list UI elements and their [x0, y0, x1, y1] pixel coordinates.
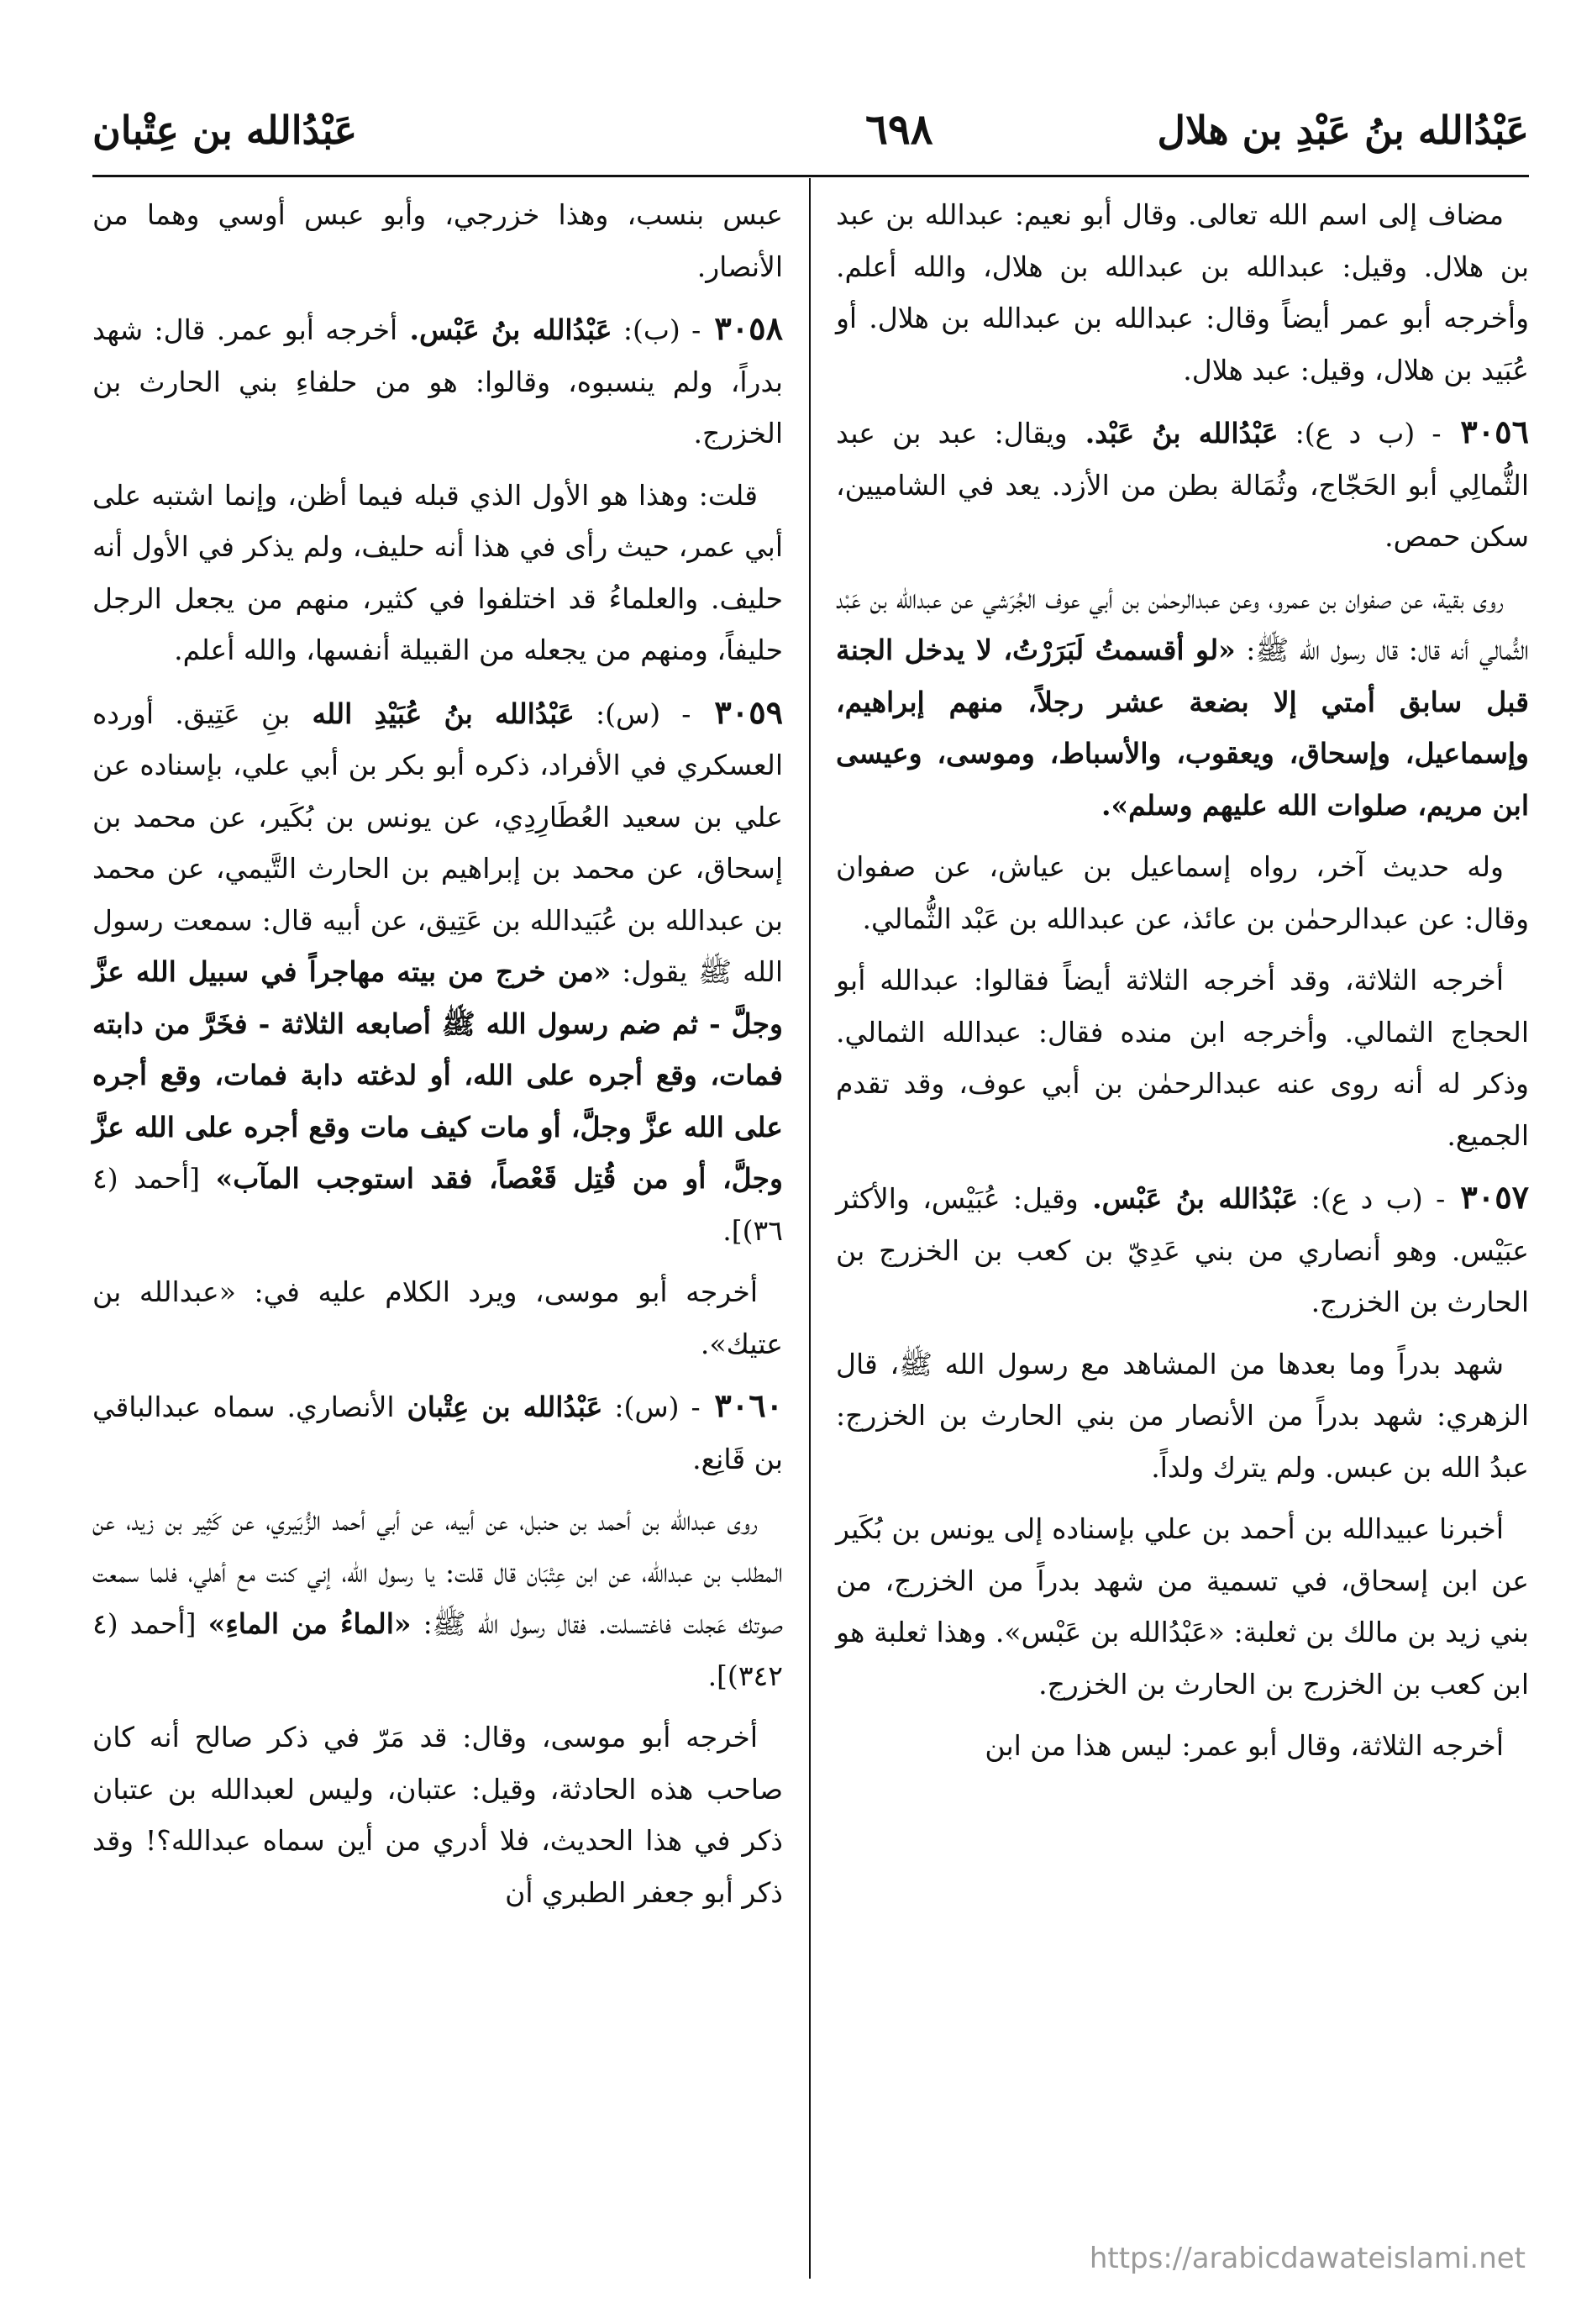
biography-entry	[92, 302, 783, 460]
entry-number: ٣٠٥٨	[701, 309, 783, 347]
header-right-title: عَبْدُالله بنُ عَبْدِ بن هلال	[1157, 108, 1529, 153]
paragraph: عبس بنسب، وهذا خزرجي، وأبو عبس أوسي وهما من الأنصار.	[92, 198, 783, 283]
biography-entry	[836, 406, 1529, 563]
paragraph: شهد بدراً وما بعدها من المشاهد مع رسول الله ﷺ، قال الزهري: شهد بدراً من الأنصار من بني الحارث بن الخزرج: عبدُ الله بن عبس. ولم يترك ولداً.	[836, 1347, 1529, 1484]
paragraph: أخرجه الثلاثة، وقد أخرجه الثلاثة أيضاً فقالوا: عبدالله أبو الحجاج الثمالي. وأخرجه ابن منده فقال: عبدالله الثمالي. وذكر له أنه روى عنه عبدالرحمٰن بن أبي عوف، وقد تقدم الجميع.	[836, 964, 1529, 1152]
biography-entry	[92, 686, 783, 1257]
entry-name: عَبْدُالله بنُ عَبْس.	[1078, 1182, 1299, 1215]
header-rule	[92, 175, 1529, 177]
column-divider	[809, 178, 811, 2279]
watermark-url: https://arabicdawateislami.net	[1089, 2242, 1526, 2275]
entry-text: أخرجه أبو عمر. قال: شهد بدراً، ولم ينسبوه، وقالوا: هو من حلفاءِ بني الحارث بن الخزرج.	[92, 313, 783, 450]
header-left-title: عَبْدُالله بن عِتْبان	[92, 108, 358, 153]
paragraph: أخرجه أبو موسى، وقال: قد مَرّ في ذكر صالح أنه كان صاحب هذه الحادثة، وقيل: عتبان، وليس لعبدالله بن عتبان ذكر في هذا الحديث، فلا أدري من أين سماه عبدالله؟! وقد ذكر أبو جعفر الطبري أن	[92, 1721, 783, 1909]
entry-name: عَبْدُالله بنُ عَبْد.	[1067, 417, 1279, 450]
left-column	[92, 189, 783, 1928]
entry-source-code: - (س):	[602, 1391, 701, 1423]
biography-entry	[92, 1380, 783, 1485]
entry-text: وقيل: عُبَيْس، والأكثر عبَيْس. وهو أنصاري من بني عَدِيّ بن كعب بن الخزرج بن الحارث بن الخزرج.	[836, 1182, 1529, 1318]
entry-number: ٣٠٥٩	[691, 692, 784, 731]
entry-text: ويقال: عبد بن عبد الثُّمالِي أبو الحَجّاج، وثُمَالة بطن من الأزد. يعد في الشاميين، سكن حمص.	[836, 417, 1529, 553]
hadith-quote: «لو أقسمتُ لَبَرَرْتُ، لا يدخل الجنة قبل سابق أمتي إلا بضعة عشر رجلاً، منهم إبراهيم، وإسماعيل، وإسحاق، ويعقوب، والأسباط، وموسى، وعيسى ابن مريم، صلوات الله عليهم وسلم».	[836, 634, 1529, 822]
entry-source-code: - (س):	[574, 697, 691, 730]
entry-number: ٣٠٥٦	[1441, 413, 1529, 450]
entry-text: [أحمد (٤ ٣٦)].	[92, 1162, 783, 1247]
page-number: ٦٩٨	[865, 104, 933, 154]
entry-text: بنِ عَتِيق. أورده العسكري في الأفراد، ذكره أبو بكر بن أبي علي، بإسناده عن علي بن سعيد العُطَارِدِي، عن يونس بن بُكَير، عن محمد بن إسحاق، عن محمد بن إبراهيم بن الحارث التَّيمي، عن محمد بن عبدالله بن عُبَيدالله بن عَتِيق، عن أبيه قال: سمعت رسول الله ﷺ يقول:	[92, 697, 783, 988]
biography-entry	[836, 1171, 1529, 1328]
entry-name: عَبْدُالله بنُ عَبْس.	[397, 313, 612, 346]
paragraph: أخرجه أبو موسى، ويرد الكلام عليه في: «عبدالله بن عتيك».	[92, 1275, 783, 1360]
right-column	[836, 189, 1529, 1782]
paragraph: أخبرنا عبيدالله بن أحمد بن علي بإسناده إلى يونس بن بُكَير عن ابن إسحاق، في تسمية من شهد بدراً من الخزرج، من بني زيد بن مالك بن ثعلبة: «عَبْدُالله بن عَبْس». وهذا ثعلبة هو ابن كعب بن الخزرج بن الحارث بن الخزرج.	[836, 1512, 1529, 1701]
paragraph	[836, 573, 1529, 832]
paragraph: قلت: وهذا هو الأول الذي قبله فيما أظن، وإنما اشتبه على أبي عمر، حيث رأى في هذا أنه حليف، ولم يذكر في الأول أنه حليف. والعلماءُ قد اختلفوا في كثير، منهم من يجعل الرجل حليفاً، ومنهم من يجعله من القبيلة أنفسها، والله أعلم.	[92, 478, 783, 666]
entry-name: عَبْدُالله بن عِتْبان	[394, 1391, 603, 1423]
paragraph-text: روى عبدالله بن أحمد بن حنبل، عن أبيه، عن أبي أحمد الزُّبَيري، عن كَثِير بن زيد، عن المطلب بن عبدالله، عن ابن عِتْبَان قال قلت: يا رسول الله، إني كنت مع أهلي، فلما سمعت صوتك عَجلت فاغتسلت. فقال رسول الله ﷺ:	[92, 1504, 783, 1640]
paragraph	[92, 1495, 783, 1701]
hadith-quote: «الماءُ من الماءِ»	[208, 1607, 412, 1640]
paragraph: مضاف إلى اسم الله تعالى. وقال أبو نعيم: عبدالله بن عبد بن هلال. وقيل: عبدالله بن عبدالله بن هلال، والله أعلم. وأخرجه أبو عمر أيضاً وقال: عبدالله بن عبدالله بن هلال. أو عُبَيد بن هلال، وقيل: عبد هلال.	[836, 198, 1529, 386]
entry-source-code: - (ب د ع):	[1278, 417, 1442, 450]
entry-text: الأنصاري. سماه عبدالباقي بن قَانِع.	[92, 1391, 783, 1475]
hadith-quote: «من خرج من بيته مهاجراً في سبيل الله عزَّ وجلَّ - ثم ضم رسول الله ﷺ أصابعه الثلاثة - فخَرَّ من دابته فمات، وقع أجره على الله، أو لدغته دابة فمات، وقع أجره على الله عزَّ وجلَّ، أو مات كيف مات وقع أجره على الله عزَّ وجلَّ، أو من قُتِل قَعْصاً، فقد استوجب المآب»	[92, 955, 783, 1195]
paragraph-text: [أحمد (٤ ٣٤٢)].	[92, 1607, 783, 1692]
entry-source-code: - (ب):	[612, 313, 701, 346]
entry-number: ٣٠٦٠	[700, 1386, 784, 1424]
entry-number: ٣٠٥٧	[1445, 1178, 1530, 1216]
entry-source-code: - (ب د ع):	[1298, 1182, 1446, 1215]
paragraph: وله حديث آخر، رواه إسماعيل بن عياش، عن صفوان وقال: عن عبدالرحمٰن بن عائذ، عن عبدالله بن عَبْد الثُّمالي.	[836, 850, 1529, 935]
page-header	[92, 99, 1529, 175]
paragraph: أخرجه الثلاثة، وقال أبو عمر: ليس هذا من ابن	[985, 1729, 1504, 1762]
paragraph-text: روى بقية، عن صفوان بن عمرو، وعن عبدالرحمٰن بن أبي عوف الجُرَشي عن عبدالله بن عَبْد الثُّمالي أنه قال: قال رسول الله ﷺ:	[836, 581, 1529, 666]
entry-name: عَبْدُالله بنُ عُبَيْدِ الله	[290, 697, 575, 730]
